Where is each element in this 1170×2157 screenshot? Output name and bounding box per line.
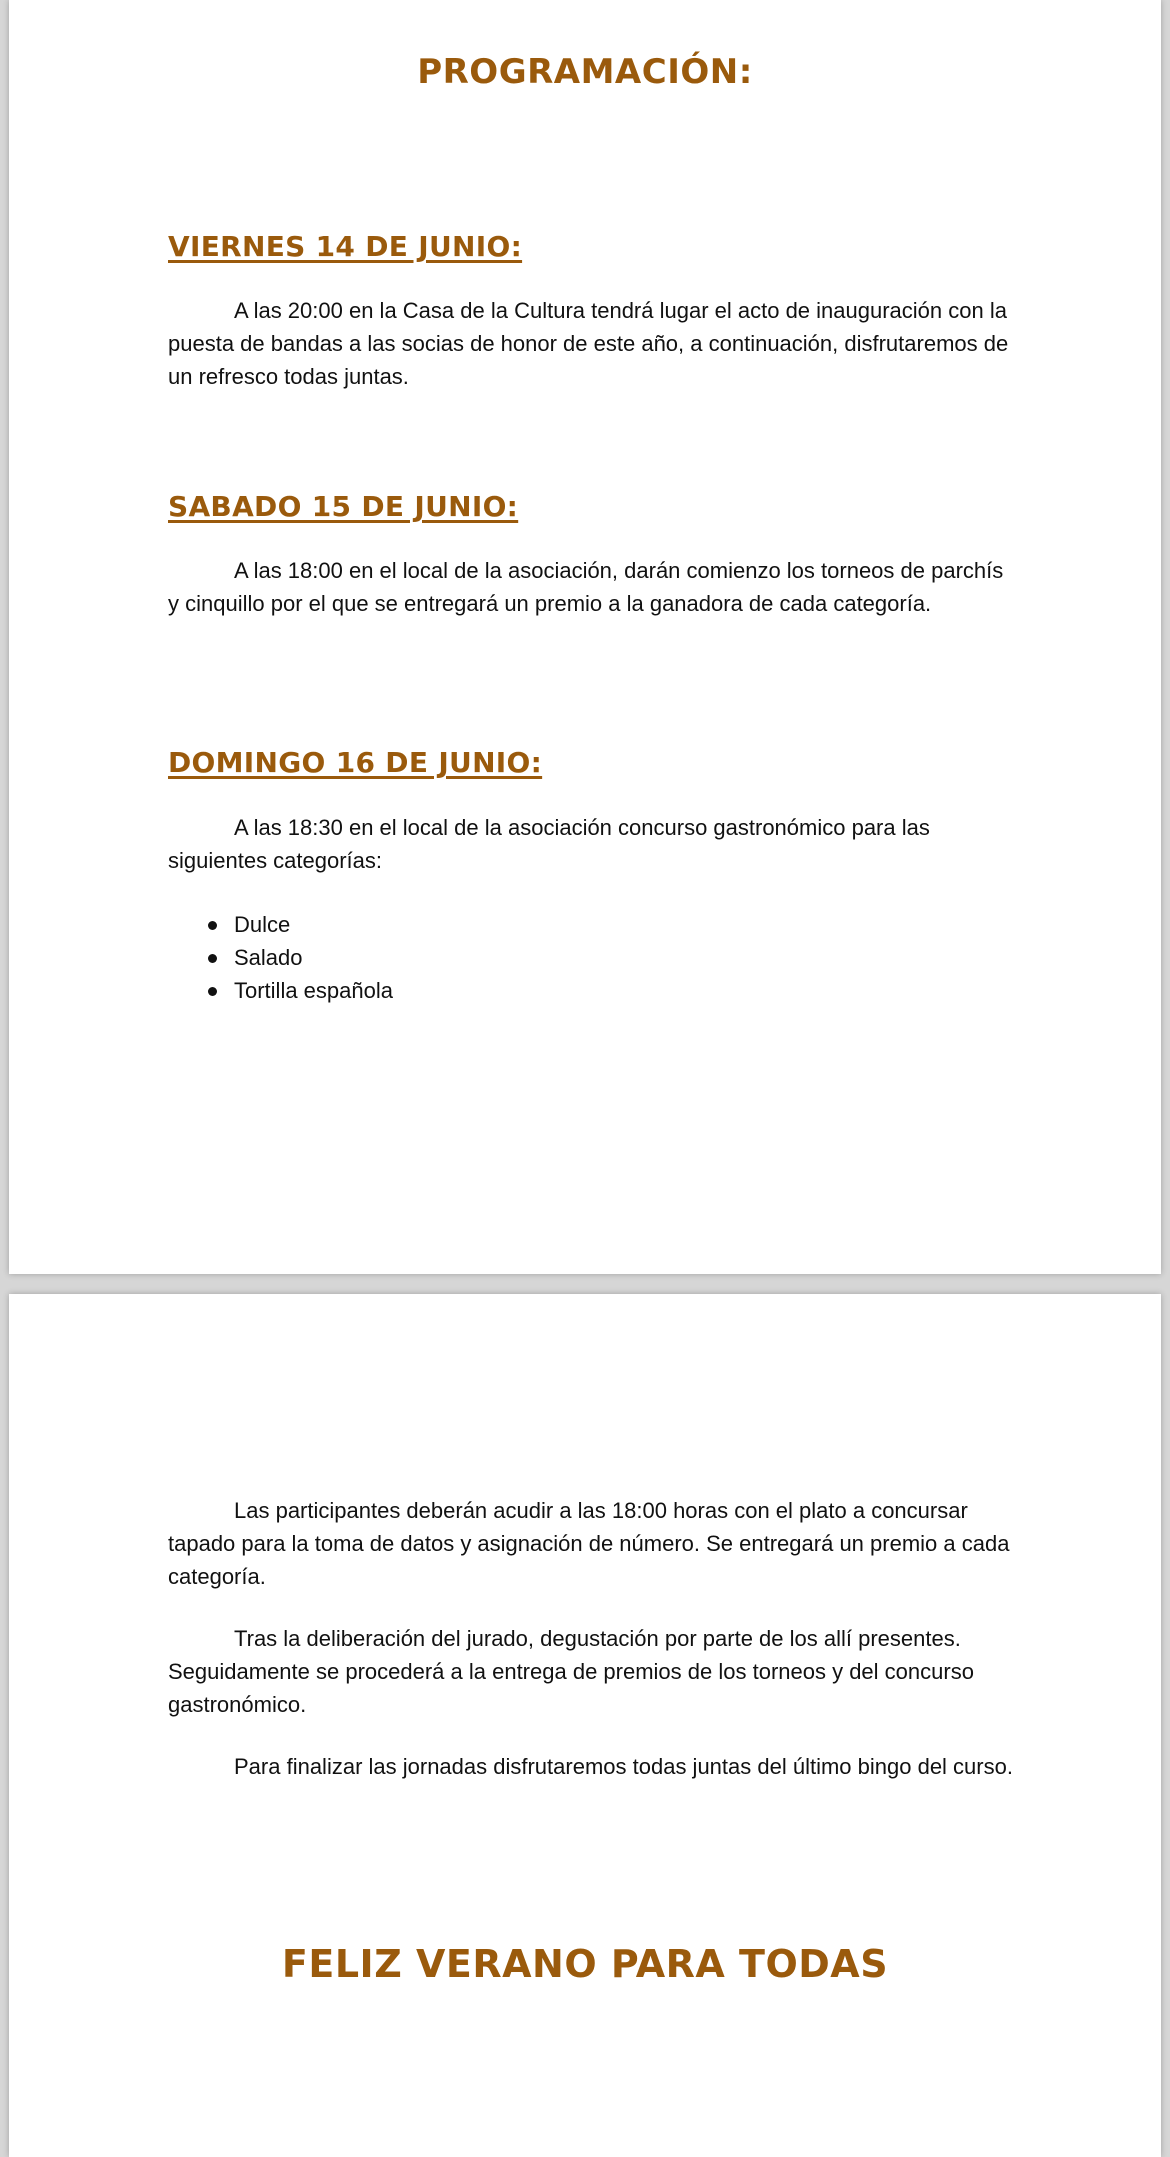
closing-paragraph: Para finalizar las jornadas disfrutaremos todas juntas del último bingo del curso. [234, 1754, 1013, 1779]
bullet-icon [208, 921, 217, 930]
list-item [168, 908, 393, 941]
list-item [168, 974, 393, 1007]
saturday-description: A las 18:00 en el local de la asociación, darán comienzo los torneos de parchís y cinquillo por el que se entregará un premio a la ganadora de cada categoría. [168, 558, 1004, 616]
participants-paragraph: Las participantes deberán acudir a las 18:00 horas con el plato a concursar tapado para la toma de datos y asignación de número. Se entregará un premio a cada categoría. [168, 1498, 1010, 1589]
jury-paragraph: Tras la deliberación del jurado, degustación por parte de los allí presentes. Seguidamente se procederá a la entrega de premios de los torneos y del concurso gastronómico. [168, 1626, 974, 1717]
heading-sunday: DOMINGO 16 DE JUNIO: [168, 746, 543, 779]
document-page-2 [9, 1294, 1161, 2157]
friday-description: A las 20:00 en la Casa de la Cultura tendrá lugar el acto de inauguración con la puesta de bandas a las socias de honor de este año, a continuación, disfrutaremos de un refresco todas juntas. [168, 298, 1009, 389]
heading-saturday: SABADO 15 DE JUNIO: [168, 490, 519, 523]
bullet-icon [208, 987, 217, 996]
page-title: PROGRAMACIÓN: [417, 52, 753, 92]
heading-friday: VIERNES 14 DE JUNIO: [168, 230, 523, 263]
sunday-description: A las 18:30 en el local de la asociación concurso gastronómico para las siguientes categorías: [168, 815, 930, 873]
document-page-1 [9, 0, 1161, 1274]
list-item [168, 941, 393, 974]
category-list [168, 908, 393, 1007]
category-label: Salado [234, 945, 303, 970]
category-label: Dulce [234, 912, 291, 937]
closing-title: FELIZ VERANO PARA TODAS [281, 1942, 889, 1986]
bullet-icon [208, 954, 217, 963]
category-label: Tortilla española [234, 978, 393, 1003]
